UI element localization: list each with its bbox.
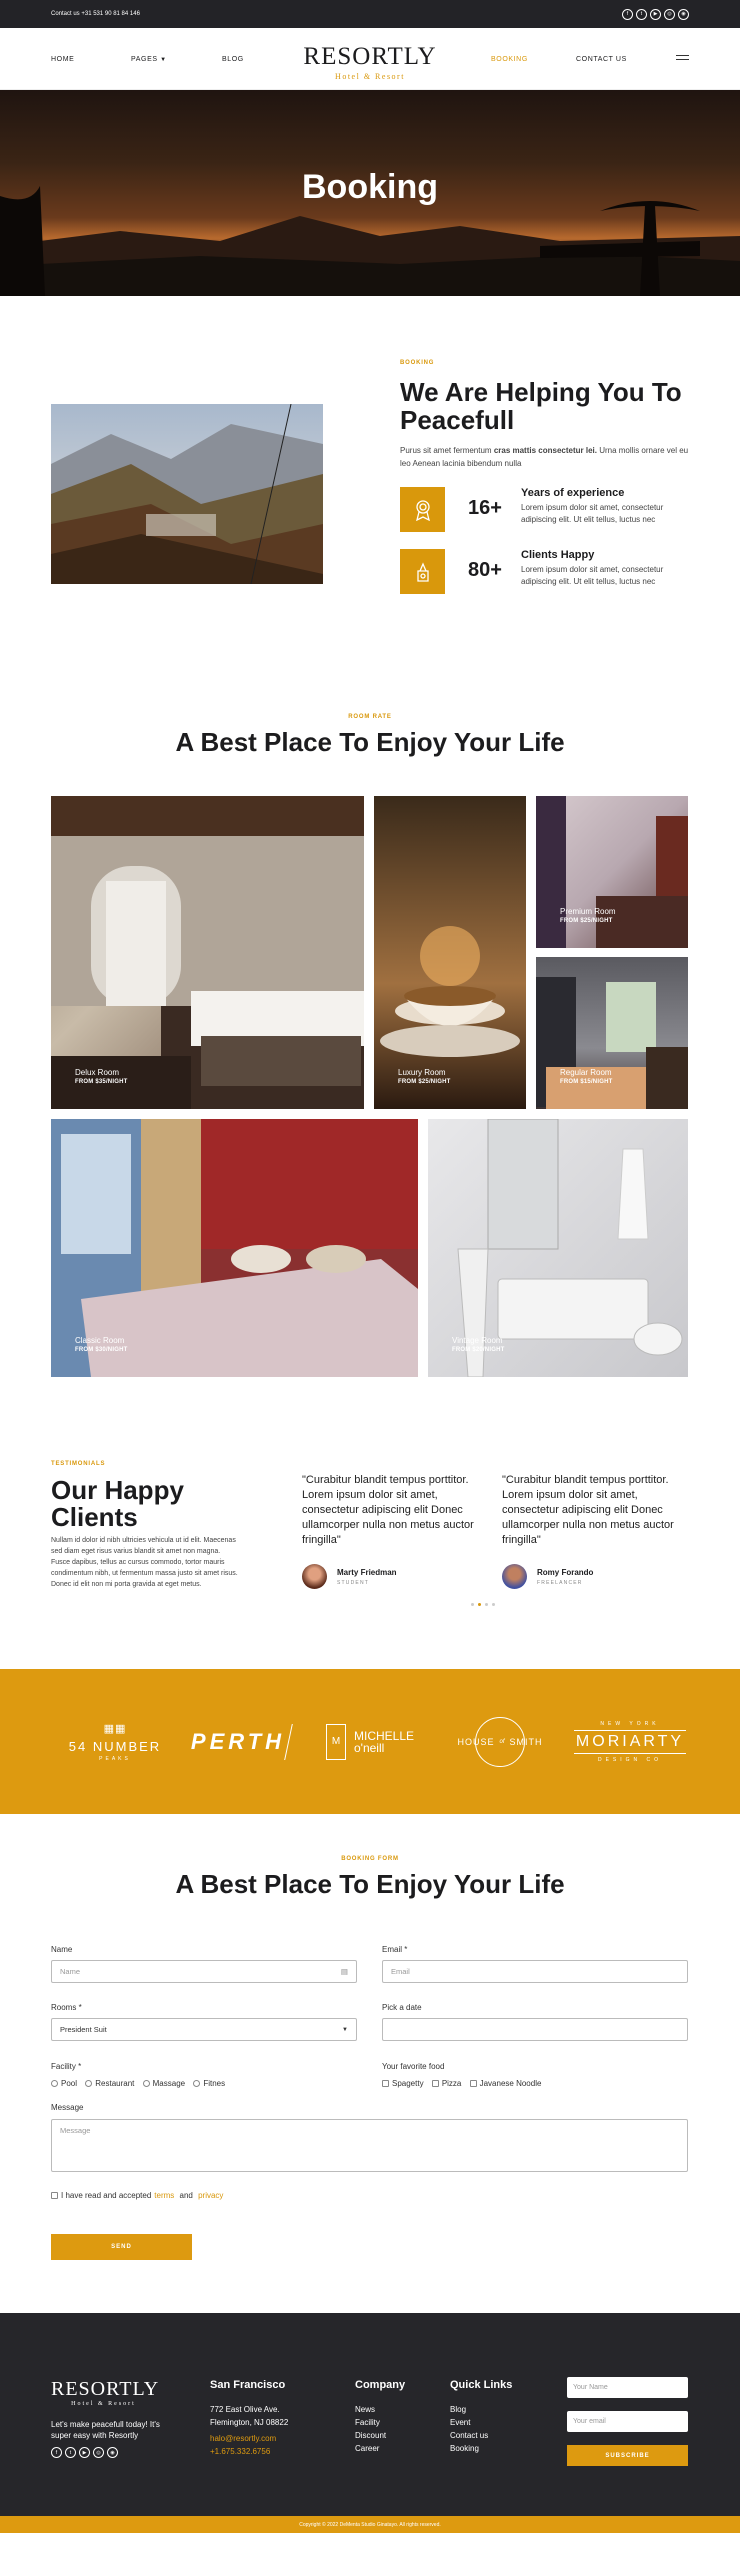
food-options: Spagetty Pizza Javanese Noodle xyxy=(382,2079,541,2088)
footer-company-title: Company xyxy=(355,2379,406,2391)
checkbox-spagetty[interactable] xyxy=(382,2080,389,2087)
facebook-icon[interactable]: f xyxy=(622,9,633,20)
room-card-vintage[interactable] xyxy=(428,1119,688,1377)
stat-experience xyxy=(400,487,690,532)
youtube-icon[interactable]: ▶ xyxy=(650,9,661,20)
testimonials-text: Nullam id dolor id nibh ultricies vehicula ut id elit. Maecenas sed diam eget risus varius blandit sit amet non magna. Fusce dapibus, tellus ac cursus commodo, tortor mauris condimentum nibh, ut fermentum massa justo sit amet risus. Donec id elit non mi porta gravida at eget metus. xyxy=(51,1537,238,1588)
footer-link[interactable]: Booking xyxy=(450,2444,479,2453)
youtube-icon[interactable]: ▶ xyxy=(79,2447,90,2458)
nav-contact[interactable]: CONTACT US xyxy=(576,56,627,63)
copyright-bar xyxy=(0,2516,740,2533)
footer-company xyxy=(355,2379,405,2455)
partner-logo-house-of-smith: HOUSE of SMITH xyxy=(445,1669,555,1814)
carousel-dot[interactable] xyxy=(485,1603,488,1606)
instagram-icon[interactable]: ◎ xyxy=(664,9,675,20)
stat-number: 16+ xyxy=(468,497,502,519)
message-label: Message xyxy=(51,2103,84,2112)
nav-home[interactable]: HOME xyxy=(51,56,75,63)
footer-email[interactable]: halo@resortly.com xyxy=(210,2434,277,2443)
chevron-down-icon: ▼ xyxy=(342,2026,348,2033)
room-name: Delux Room xyxy=(75,1068,120,1077)
email-label: Email * xyxy=(382,1945,408,1954)
terms-link[interactable]: terms xyxy=(154,2191,175,2200)
logo-name: RESORTLY xyxy=(303,43,437,70)
radio-fitnes[interactable] xyxy=(193,2080,200,2087)
partner-logo-michelle-oneill: M MICHELLE o'neill xyxy=(315,1669,425,1814)
footer-tagline: Let's make peacefull today! It's super easy with Resortly xyxy=(51,2420,160,2440)
testimonial-name: Marty Friedman xyxy=(337,1567,397,1577)
rooms-section xyxy=(0,686,740,1381)
nav-booking[interactable]: BOOKING xyxy=(491,56,528,63)
room-card-luxury[interactable] xyxy=(374,796,526,1109)
newsletter-name-field[interactable]: Your Name xyxy=(567,2377,688,2398)
footer-logo-tagline: Hotel & Resort xyxy=(71,2401,136,2407)
site-logo[interactable] xyxy=(303,43,436,81)
footer-socials xyxy=(51,2447,171,2458)
rooms-eyebrow: ROOM RATE xyxy=(348,714,392,720)
room-card-regular[interactable] xyxy=(536,957,688,1109)
rooms-heading: A Best Place To Enjoy Your Life xyxy=(175,727,565,757)
contact-card-icon: ▤ xyxy=(340,1967,348,1976)
room-price: FROM $25/NIGHT xyxy=(560,918,613,924)
footer-link[interactable]: Event xyxy=(450,2418,471,2427)
room-price: FROM $25/NIGHT xyxy=(398,1079,451,1085)
room-price: FROM $20/NIGHT xyxy=(452,1347,505,1353)
testimonial-name: Romy Forando xyxy=(537,1567,594,1577)
email-field[interactable]: Email xyxy=(382,1960,688,1983)
testimonial-role: FREELANCER xyxy=(537,1579,583,1586)
form-heading: A Best Place To Enjoy Your Life xyxy=(175,1869,565,1899)
partner-logo-perth: PERTH xyxy=(185,1669,295,1814)
subscribe-button[interactable]: SUBSCRIBE xyxy=(567,2445,688,2466)
testimonials-eyebrow: TESTIMONIALS xyxy=(51,1461,106,1467)
nav-pages[interactable] xyxy=(131,56,167,63)
nav-blog[interactable]: BLOG xyxy=(222,56,244,63)
testimonial-quote: "Curabitur blandit tempus porttitor. Lorem ipsum dolor sit amet, consectetur adipiscing elit Donec ullamcorper nulla non metus auctor fringilla" xyxy=(302,1474,474,1546)
footer-logo-name[interactable]: RESORTLY xyxy=(51,2378,160,2400)
footer-brand xyxy=(51,2378,171,2458)
date-field[interactable] xyxy=(382,2018,688,2041)
terms-row: I have read and accepted terms and privacy xyxy=(51,2191,223,2200)
partners-strip xyxy=(0,1669,740,1814)
footer-address1: 772 East Olive Ave. xyxy=(210,2405,280,2414)
stat-number: 80+ xyxy=(468,559,502,581)
stat-text: Lorem ipsum dolor sit amet, consectetur adipiscing elit. Ut elit tellus, luctus nec xyxy=(521,503,664,524)
carousel-dot[interactable] xyxy=(478,1603,481,1606)
about-lead: Purus sit amet fermentum cras mattis consectetur lei. Urna mollis ornare vel eu leo Aenean lacinia bibendum nulla xyxy=(400,446,689,468)
room-name: Premium Room xyxy=(560,907,616,916)
footer-link[interactable]: News xyxy=(355,2405,376,2414)
room-price: FROM $15/NIGHT xyxy=(560,1079,613,1085)
radio-restaurant[interactable] xyxy=(85,2080,92,2087)
footer-link[interactable]: Career xyxy=(355,2444,380,2453)
booking-form-section xyxy=(0,1814,740,2313)
testimonials-heading: Our Happy Clients xyxy=(51,1475,184,1532)
room-name: Regular Room xyxy=(560,1068,612,1077)
name-label: Name xyxy=(51,1945,73,1954)
name-field[interactable] xyxy=(51,1960,357,1983)
room-card-premium[interactable] xyxy=(536,796,688,948)
award-icon xyxy=(400,487,445,532)
rooms-select-value: President Suit xyxy=(60,2025,107,2034)
stat-clients xyxy=(400,549,690,594)
dribbble-icon[interactable]: ◉ xyxy=(678,9,689,20)
twitter-icon[interactable]: t xyxy=(636,9,647,20)
footer-link[interactable]: Blog xyxy=(450,2405,467,2414)
form-eyebrow: BOOKING FORM xyxy=(341,1856,399,1862)
carousel-dots xyxy=(471,1603,495,1606)
chevron-down-icon: ▼ xyxy=(160,57,167,63)
top-bar xyxy=(0,0,740,28)
radio-massage[interactable] xyxy=(143,2080,150,2087)
stat-text: Lorem ipsum dolor sit amet, consectetur adipiscing elit. Ut elit tellus, luctus nec xyxy=(521,565,664,586)
footer-address2: Flemington, NJ 08822 xyxy=(210,2418,289,2427)
about-eyebrow: BOOKING xyxy=(400,360,435,366)
footer-quick-title: Quick Links xyxy=(450,2379,513,2391)
facebook-icon[interactable]: f xyxy=(51,2447,62,2458)
newsletter-email-field[interactable]: Your email xyxy=(567,2411,688,2432)
privacy-link[interactable]: privacy xyxy=(198,2191,224,2200)
copyright-text: Copyright © 2022 DeMenta Studio Ginatayo. All rights reserved. xyxy=(299,2521,441,2528)
room-name: Luxury Room xyxy=(398,1068,446,1077)
footer-link[interactable]: Contact us xyxy=(450,2431,489,2440)
stat-title: Years of experience xyxy=(521,487,625,499)
room-price: FROM $35/NIGHT xyxy=(75,1079,128,1085)
twitter-icon[interactable]: t xyxy=(65,2447,76,2458)
about-text xyxy=(400,360,690,594)
testimonials-section xyxy=(0,1381,740,1669)
footer-phone[interactable]: +1.675.332.6756 xyxy=(210,2447,271,2456)
menu-icon[interactable] xyxy=(676,55,689,63)
name-placeholder: Name xyxy=(60,1967,81,1976)
testimonial-card xyxy=(302,1473,477,1589)
send-button[interactable]: SEND xyxy=(51,2234,192,2260)
room-card-classic[interactable] xyxy=(51,1119,418,1377)
avatar xyxy=(502,1564,527,1589)
radio-pool[interactable] xyxy=(51,2080,58,2087)
date-label: Pick a date xyxy=(382,2003,422,2012)
main-header xyxy=(0,28,740,90)
footer-link[interactable]: Facility xyxy=(355,2418,380,2427)
carousel-dot[interactable] xyxy=(471,1603,474,1606)
footer-contact xyxy=(210,2379,288,2458)
footer-link[interactable]: Discount xyxy=(355,2431,387,2440)
facility-label: Facility * xyxy=(51,2062,82,2071)
footer xyxy=(0,2313,740,2516)
testimonial-quote: "Curabitur blandit tempus porttitor. Lorem ipsum dolor sit amet, consectetur adipiscing elit Donec ullamcorper nulla non metus auctor fringilla" xyxy=(502,1474,674,1546)
facility-options: Pool Restaurant Massage Fitnes xyxy=(51,2079,225,2088)
logo-tagline: Hotel & Resort xyxy=(335,72,405,81)
hero-banner xyxy=(0,90,740,296)
footer-city: San Francisco xyxy=(210,2379,286,2391)
message-textarea[interactable]: Message xyxy=(51,2119,688,2172)
instagram-icon[interactable]: ◎ xyxy=(93,2447,104,2458)
about-heading: We Are Helping You To Peacefull xyxy=(400,377,682,435)
carousel-dot[interactable] xyxy=(492,1603,495,1606)
room-card-delux[interactable] xyxy=(51,796,364,1109)
about-section xyxy=(0,296,740,686)
nav-pages-label: PAGES xyxy=(131,56,158,63)
partner-logo-moriarty: NEW YORK MORIARTY DESIGN CO xyxy=(575,1720,685,1763)
room-price: FROM $30/NIGHT xyxy=(75,1347,128,1353)
stat-title: Clients Happy xyxy=(521,549,595,561)
mountain-valley-image xyxy=(51,404,323,584)
social-icons xyxy=(622,9,689,20)
avatar xyxy=(302,1564,327,1589)
terms-checkbox[interactable] xyxy=(51,2192,58,2199)
happy-client-icon xyxy=(400,549,445,594)
testimonial-role: STUDENT xyxy=(337,1579,370,1586)
contact-info: Contact us +31 531 90 81 84 146 xyxy=(51,11,140,17)
testimonial-card xyxy=(502,1473,677,1589)
checkbox-pizza[interactable] xyxy=(432,2080,439,2087)
food-label: Your favorite food xyxy=(382,2062,445,2071)
checkbox-javanese-noodle[interactable] xyxy=(470,2080,477,2087)
room-name: Vintage Room xyxy=(452,1336,503,1345)
footer-quick-links xyxy=(450,2379,512,2455)
page-title: Booking xyxy=(302,168,438,206)
rooms-label: Rooms * xyxy=(51,2003,82,2012)
dribbble-icon[interactable]: ◉ xyxy=(107,2447,118,2458)
rooms-select[interactable] xyxy=(51,2018,357,2041)
partner-logo-54-number: ▦▦ 54 NUMBER PEAKS xyxy=(68,1722,162,1762)
room-name: Classic Room xyxy=(75,1336,125,1345)
